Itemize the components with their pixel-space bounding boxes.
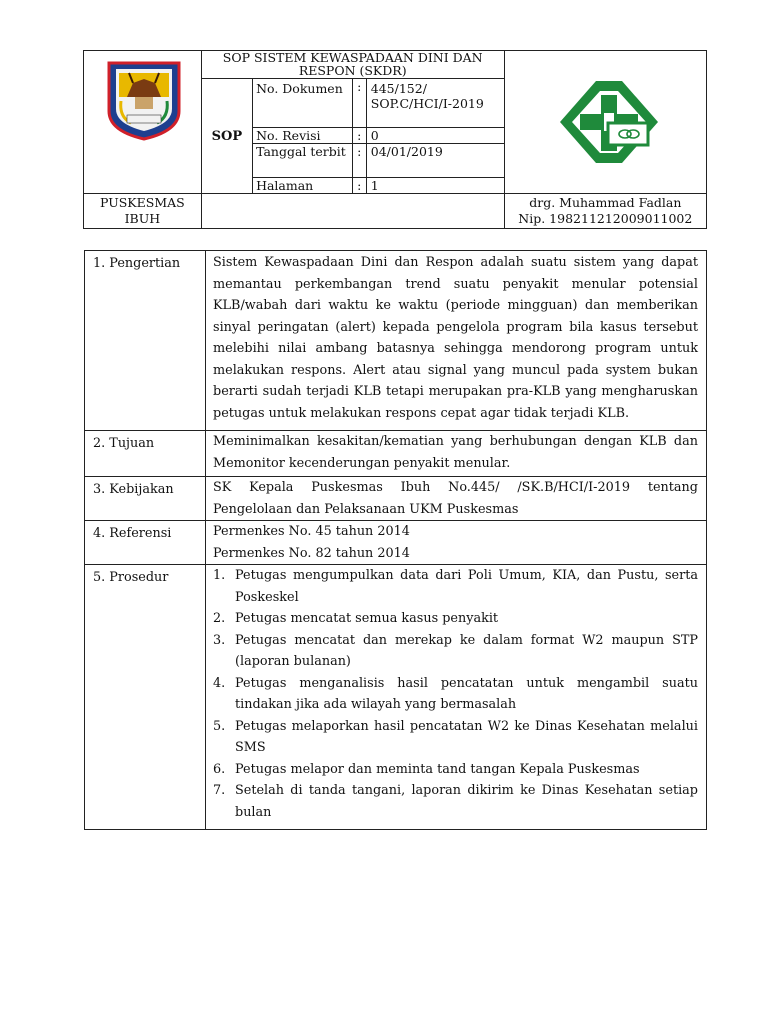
- doc-number-value: 445/152/ SOP.C/HCI/I-2019: [366, 79, 504, 128]
- step-text: Petugas mengumpulkan data dari Poli Umum, KIA, dan Pustu, serta Poskeskel: [235, 568, 698, 605]
- step-text: Setelah di tanda tangani, laporan dikirim ke Dinas Kesehatan setiap bulan: [235, 783, 698, 820]
- tujuan-text: Meminimalkan kesakitan/kematian yang berhubungan dengan KLB dan Memonitor kecenderungan penyakit menular.: [206, 431, 707, 477]
- sop-title: SOP SISTEM KEWASPADAAN DINI DAN RESPON (SKDR): [201, 51, 504, 79]
- puskesmas-cross-logo: [558, 79, 660, 165]
- prosedur-step: [213, 673, 698, 716]
- kebijakan-line-1: SK Kepala Puskesmas Ibuh No.445/ /SK.B/HCI/I-2019 tentang: [213, 480, 698, 495]
- signer-block: [504, 194, 706, 229]
- prosedur-step: [213, 608, 698, 630]
- revision-label: No. Revisi: [253, 128, 353, 144]
- section-label: 5. Prosedur: [85, 565, 206, 830]
- row-pengertian: [85, 251, 707, 431]
- separator: :: [352, 79, 366, 128]
- separator: :: [352, 178, 366, 194]
- signer-name: drg. Muhammad Fadlan: [529, 195, 682, 210]
- header-table: [83, 50, 707, 229]
- separator: :: [352, 128, 366, 144]
- referensi-item: Permenkes No. 45 tahun 2014: [213, 524, 410, 539]
- section-label: 3. Kebijakan: [85, 477, 206, 521]
- page-value: 1: [366, 178, 504, 194]
- content-table: [84, 250, 707, 830]
- step-number: 4.: [213, 675, 226, 691]
- section-label: 4. Referensi: [85, 521, 206, 565]
- step-number: 1.: [213, 568, 226, 583]
- health-logo-cell: [504, 51, 706, 194]
- step-text: Petugas melapor dan meminta tand tangan Kepala Puskesmas: [235, 761, 640, 777]
- kebijakan-cell: [206, 477, 707, 521]
- referensi-item: Permenkes No. 82 tahun 2014: [213, 545, 410, 561]
- prosedur-step: [213, 716, 698, 759]
- step-text: Petugas menganalisis hasil pencatatan untuk mengambil suatu tindakan jika ada wilayah yang bermasalah: [235, 675, 698, 712]
- step-text: Petugas mencatat dan merekap ke dalam format W2 maupun STP (laporan bulanan): [235, 632, 698, 669]
- step-text: Petugas melaporkan hasil pencatatan W2 ke Dinas Kesehatan melalui SMS: [235, 718, 698, 755]
- row-referensi: [85, 521, 707, 565]
- blank-cell: [201, 194, 504, 229]
- prosedur-step: [213, 759, 698, 781]
- kebijakan-line-2: Pengelolaan dan Pelaksanaan UKM Puskesmas: [213, 501, 519, 517]
- org-name: PUSKESMAS IBUH: [84, 194, 202, 229]
- revision-value: 0: [366, 128, 504, 144]
- row-tujuan: [85, 431, 707, 477]
- signer-nip: Nip. 198211212009011002: [518, 211, 693, 226]
- section-label: 2. Tujuan: [85, 431, 206, 477]
- prosedur-cell: [206, 565, 707, 830]
- step-number: 6.: [213, 761, 226, 777]
- prosedur-step: [213, 780, 698, 823]
- step-number: 5.: [213, 718, 226, 734]
- sop-label: SOP: [201, 79, 252, 194]
- pengertian-text: Sistem Kewaspadaan Dini dan Respon adalah suatu sistem yang dapat memantau perkembangan trend suatu penyakit menular potensial KLB/wabah dari waktu ke waktu (periode mingguan) dan memberikan sinyal peringatan (alert) kepada pengelola program bila kasus tersebut melebihi nilai ambang batasnya sehingga mendorong program untuk melakukan respons. Alert atau signal yang muncul pada system bukan berarti sudah terjadi KLB tetapi merupakan pra-KLB yang mengharuskan petugas untuk melakukan respons cepat agar tidak terjadi KLB.: [206, 251, 707, 431]
- regional-logo-cell: [84, 51, 202, 194]
- row-prosedur: [85, 565, 707, 830]
- row-kebijakan: [85, 477, 707, 521]
- prosedur-step: [213, 565, 698, 608]
- step-number: 7.: [213, 783, 226, 798]
- separator: :: [352, 144, 366, 178]
- city-emblem-logo: [107, 61, 181, 141]
- step-number: 2.: [213, 611, 226, 626]
- section-label: 1. Pengertian: [85, 251, 206, 431]
- step-text: Petugas mencatat semua kasus penyakit: [235, 611, 499, 626]
- step-number: 3.: [213, 632, 226, 648]
- prosedur-steps: [213, 565, 698, 823]
- doc-number-label: No. Dokumen: [253, 79, 353, 128]
- page-label: Halaman: [253, 178, 353, 194]
- issue-date-label: Tanggal terbit: [253, 144, 353, 178]
- issue-date-value: 04/01/2019: [366, 144, 504, 178]
- referensi-cell: [206, 521, 707, 565]
- prosedur-step: [213, 630, 698, 673]
